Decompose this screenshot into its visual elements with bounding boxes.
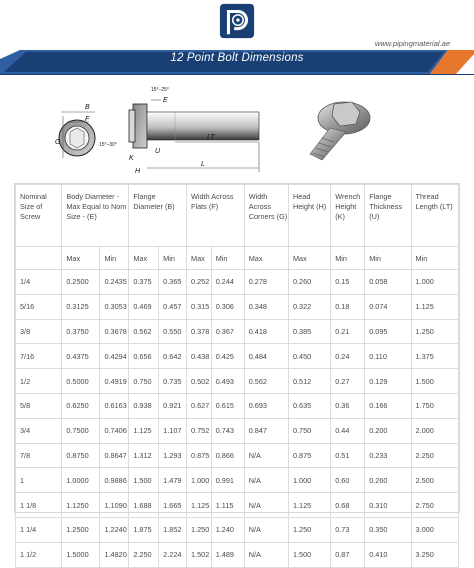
table-cell: 5/16 (16, 294, 62, 319)
table-cell: 0.750 (129, 369, 159, 394)
table-cell: 0.7406 (100, 418, 129, 443)
col-width-across-flats: Width Across Flats (F) (187, 185, 245, 247)
table-row (16, 493, 459, 518)
sub-min: Min (159, 247, 187, 270)
page-title: 12 Point Bolt Dimensions (170, 52, 304, 64)
table-cell: 0.512 (288, 369, 330, 394)
label-l: L (201, 161, 205, 168)
table-cell: 1/4 (16, 270, 62, 295)
table-cell: 0.921 (159, 393, 187, 418)
table-cell: 0.866 (211, 443, 244, 468)
table-cell: 0.260 (365, 468, 411, 493)
table-cell: 1 1/4 (16, 517, 62, 542)
table-cell: 0.24 (331, 344, 365, 369)
table-cell: 0.200 (365, 418, 411, 443)
table-cell: 1.250 (411, 319, 458, 344)
table-cell: 0.058 (365, 270, 411, 295)
table-cell: 1.479 (159, 468, 187, 493)
table-row (16, 393, 459, 418)
table-cell: 2.224 (159, 542, 187, 567)
table-cell: 0.244 (211, 270, 244, 295)
table-cell: 1.500 (411, 369, 458, 394)
col-body-diameter: Body Diameter - Max Equal to Nom Size - (E) (62, 185, 129, 247)
table-cell: 7/8 (16, 443, 62, 468)
table-cell: 0.51 (331, 443, 365, 468)
table-cell: 1.665 (159, 493, 187, 518)
table-row (16, 344, 459, 369)
table-cell: 0.233 (365, 443, 411, 468)
table-cell: 2.750 (411, 493, 458, 518)
table-cell: 0.615 (211, 393, 244, 418)
table-cell: 0.438 (187, 344, 212, 369)
table-cell: 0.550 (159, 319, 187, 344)
table-cell: 2.250 (411, 443, 458, 468)
table-cell: 0.642 (159, 344, 187, 369)
table-cell: N/A (244, 493, 288, 518)
table-cell: 0.656 (129, 344, 159, 369)
table-cell: 1.489 (211, 542, 244, 567)
table-cell: N/A (244, 443, 288, 468)
table-row (16, 270, 459, 295)
table-cell: 1.000 (288, 468, 330, 493)
table-cell: 0.743 (211, 418, 244, 443)
table-cell: 0.252 (187, 270, 212, 295)
sub-min: Min (365, 247, 411, 270)
table-cell: 2.250 (129, 542, 159, 567)
table-cell: 0.752 (187, 418, 212, 443)
label-h: H (135, 168, 141, 175)
table-cell: 0.350 (365, 517, 411, 542)
sub-max: Max (288, 247, 330, 270)
table-cell: 0.18 (331, 294, 365, 319)
table-cell: 0.3678 (100, 319, 129, 344)
table-cell: 1.0000 (62, 468, 100, 493)
table-cell: N/A (244, 542, 288, 567)
table-cell: 0.635 (288, 393, 330, 418)
label-lt: LT (207, 134, 215, 141)
table-cell: 0.385 (288, 319, 330, 344)
label-g: G (55, 139, 61, 146)
table-cell: 1.375 (411, 344, 458, 369)
table-cell: 0.166 (365, 393, 411, 418)
table-cell: 0.8750 (62, 443, 100, 468)
table-cell: 0.875 (187, 443, 212, 468)
label-angle-side: 15°–30° (99, 142, 117, 148)
table-cell: 0.322 (288, 294, 330, 319)
table-cell: 0.44 (331, 418, 365, 443)
table-row (16, 542, 459, 567)
table-cell: 0.410 (365, 542, 411, 567)
table-cell: 0.4375 (62, 344, 100, 369)
table-cell: 0.87 (331, 542, 365, 567)
sub-min: Min (100, 247, 129, 270)
table-cell: 1.125 (288, 493, 330, 518)
table-cell: N/A (244, 468, 288, 493)
table-row (16, 443, 459, 468)
table-cell: 1.107 (159, 418, 187, 443)
table-cell: 1.2500 (62, 517, 100, 542)
table-cell: 3.000 (411, 517, 458, 542)
table-cell: 1.250 (187, 517, 212, 542)
table-cell: 0.3053 (100, 294, 129, 319)
table-cell: 0.129 (365, 369, 411, 394)
table-row (16, 369, 459, 394)
col-flange-diameter: Flange Diameter (B) (129, 185, 187, 247)
table-cell: 0.938 (129, 393, 159, 418)
table-cell: 1.688 (129, 493, 159, 518)
site-url[interactable]: www.pipingmaterial.ae (374, 39, 450, 48)
table-cell: 0.9886 (100, 468, 129, 493)
table-cell: 1.125 (129, 418, 159, 443)
sub-max: Max (129, 247, 159, 270)
table-cell: 0.310 (365, 493, 411, 518)
table-cell: 0.502 (187, 369, 212, 394)
table-cell: 0.735 (159, 369, 187, 394)
table-cell: 0.7500 (62, 418, 100, 443)
bolt-photo (300, 88, 375, 166)
table-cell: 1.852 (159, 517, 187, 542)
table-cell: 0.991 (211, 468, 244, 493)
table-cell: 3/4 (16, 418, 62, 443)
label-u: U (155, 148, 161, 155)
sub-max: Max (62, 247, 100, 270)
table-cell: 0.562 (129, 319, 159, 344)
col-width-across-corners: Width Across Corners (G) (244, 185, 288, 247)
table-cell: 0.2435 (100, 270, 129, 295)
table-cell: 5/8 (16, 393, 62, 418)
table-cell: 0.4919 (100, 369, 129, 394)
table-cell: 1.500 (288, 542, 330, 567)
table-row (16, 468, 459, 493)
col-size: Nominal Size of Screw (16, 185, 62, 247)
table-cell: 0.425 (211, 344, 244, 369)
table-cell: 0.367 (211, 319, 244, 344)
table-cell: 1.4820 (100, 542, 129, 567)
table-cell: 0.562 (244, 369, 288, 394)
table-cell: 1.000 (187, 468, 212, 493)
table-cell: 0.493 (211, 369, 244, 394)
label-b: B (85, 104, 90, 111)
table-cell: 0.60 (331, 468, 365, 493)
table-cell: 1 1/8 (16, 493, 62, 518)
table-cell: 0.3750 (62, 319, 100, 344)
table-cell: 0.484 (244, 344, 288, 369)
table-cell: 1.875 (129, 517, 159, 542)
table-cell: 0.315 (187, 294, 212, 319)
bolt-dimension-diagram (55, 82, 270, 177)
table-cell: 1.312 (129, 443, 159, 468)
col-head-height: Head Height (H) (288, 185, 330, 247)
table-cell: 0.8647 (100, 443, 129, 468)
table-cell: 2.000 (411, 418, 458, 443)
table-cell: 0.21 (331, 319, 365, 344)
table-cell: 1.5000 (62, 542, 100, 567)
table-cell: 1.125 (411, 294, 458, 319)
table-cell: 1.240 (211, 517, 244, 542)
table-cell: 0.2500 (62, 270, 100, 295)
label-e: E (163, 97, 168, 104)
table-cell: 0.450 (288, 344, 330, 369)
table-cell: 0.306 (211, 294, 244, 319)
table-cell: 0.260 (288, 270, 330, 295)
table-cell: 1.250 (288, 517, 330, 542)
table-cell: 1 (16, 468, 62, 493)
sub-min: Min (331, 247, 365, 270)
table-cell: 7/16 (16, 344, 62, 369)
table-cell: 1.000 (411, 270, 458, 295)
table-cell: 0.15 (331, 270, 365, 295)
table-cell: 0.375 (129, 270, 159, 295)
table-cell: 0.378 (187, 319, 212, 344)
table-cell: 1.2240 (100, 517, 129, 542)
table-cell: 1.750 (411, 393, 458, 418)
table-cell: 3.250 (411, 542, 458, 567)
table-cell: 0.5000 (62, 369, 100, 394)
table-cell: 1.115 (211, 493, 244, 518)
table-cell: 0.627 (187, 393, 212, 418)
label-angle-top: 15°–25° (151, 87, 169, 93)
table-row (16, 517, 459, 542)
col-flange-thickness: Flange Thickness (U) (365, 185, 411, 247)
table-cell: 0.6250 (62, 393, 100, 418)
col-thread-length: Thread Length (LT) (411, 185, 458, 247)
table-cell: 1.1250 (62, 493, 100, 518)
table-cell: 0.469 (129, 294, 159, 319)
table-cell: 0.365 (159, 270, 187, 295)
brand-logo (218, 2, 256, 40)
table-row (16, 294, 459, 319)
table-cell: 0.750 (288, 418, 330, 443)
table-cell: 0.68 (331, 493, 365, 518)
table-cell: 1.293 (159, 443, 187, 468)
table-cell: 0.074 (365, 294, 411, 319)
table-cell: 0.27 (331, 369, 365, 394)
table-cell: 0.457 (159, 294, 187, 319)
table-cell: 0.73 (331, 517, 365, 542)
table-cell: 0.110 (365, 344, 411, 369)
table-cell: 0.693 (244, 393, 288, 418)
label-k: K (129, 155, 134, 162)
table-cell: 0.847 (244, 418, 288, 443)
table-cell: 1 1/2 (16, 542, 62, 567)
sub-max: Max (187, 247, 212, 270)
table-cell: 2.500 (411, 468, 458, 493)
table-cell: 0.36 (331, 393, 365, 418)
table-cell: 0.348 (244, 294, 288, 319)
sub-min: Min (211, 247, 244, 270)
table-cell: 0.875 (288, 443, 330, 468)
table-row (16, 418, 459, 443)
table-cell: 1.125 (187, 493, 212, 518)
table-cell: 0.095 (365, 319, 411, 344)
table-cell: 0.3125 (62, 294, 100, 319)
table-cell: 0.4294 (100, 344, 129, 369)
table-body (16, 270, 459, 568)
table-header-row (16, 185, 459, 247)
table-cell: 1/2 (16, 369, 62, 394)
table-cell: 0.418 (244, 319, 288, 344)
table-row (16, 319, 459, 344)
table-cell: 0.278 (244, 270, 288, 295)
sub-min: Min (411, 247, 458, 270)
sub-max: Max (244, 247, 288, 270)
col-wrench-height: Wrench Height (K) (331, 185, 365, 247)
table-cell: 1.500 (129, 468, 159, 493)
dimensions-table (14, 183, 460, 560)
table-cell: 3/8 (16, 319, 62, 344)
table-cell: N/A (244, 517, 288, 542)
table-subheader-row (16, 247, 459, 270)
table-cell: 1.502 (187, 542, 212, 567)
label-f: F (85, 116, 90, 123)
table-cell: 1.1090 (100, 493, 129, 518)
table-cell: 0.6163 (100, 393, 129, 418)
